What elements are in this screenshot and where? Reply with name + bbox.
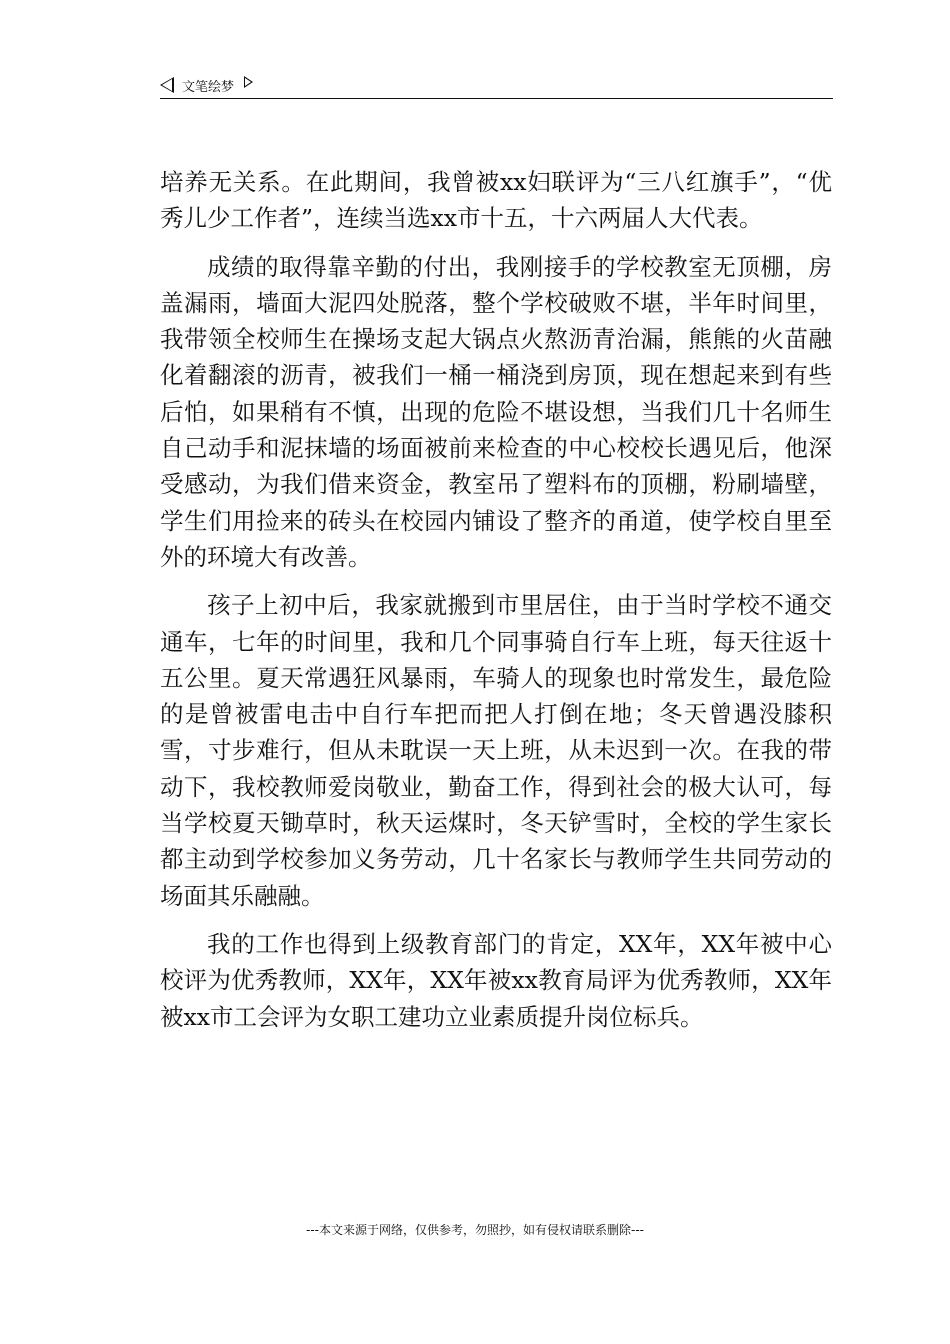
paragraph: 成绩的取得靠辛勤的付出，我刚接手的学校教室无顶棚，房盖漏雨，墙面大泥四处脱落，整个学校破败不堪，半年时间里，我带领全校师生在操场支起大锅点火熬沥青治漏，熊熊的火苗融化着翻滚的沥青，被我们一桶一桶浇到房顶，现在想起来到有些后怕，如果稍有不慎，出现的危险不堪设想，当我们几十名师生自己动手和泥抹墙的场面被前来检查的中心校校长遇见后，他深受感动，为我们借来资金，教室吊了塑料布的顶棚，粉刷墙壁，学生们用捡来的砖头在校园内铺设了整齐的甬道，使学校自里至外的环境大有改善。 <box>160 252 832 571</box>
paragraph: 孩子上初中后，我家就搬到市里居住，由于当时学校不通交通车，七年的时间里，我和几个同事骑自行车上班，每天往返十五公里。夏天常遇狂风暴雨，车骑人的现象也时常发生，最危险的是曾被雷电击中自行车把而把人打倒在地；冬天曾遇没膝积雪，寸步难行，但从未耽误一天上班，从未迟到一次。在我的带动下，我校教师爱岗敬业，勤奋工作，得到社会的极大认可，每当学校夏天锄草时，秋天运煤时，冬天铲雪时，全校的学生家长都主动到学校参加义务劳动，几十名家长与教师学生共同劳动的场面其乐融融。 <box>160 591 832 910</box>
paragraph: 我的工作也得到上级教育部门的肯定，XX年，XX年被中心校评为优秀教师，XX年，XX年被xx教育局评为优秀教师，XX年被xx市工会评为女职工建功立业素质提升岗位标兵。 <box>160 929 832 1031</box>
document-body <box>160 164 832 1047</box>
right-triangle-icon <box>244 76 253 88</box>
left-triangle-icon <box>160 77 174 93</box>
header-rule <box>160 98 833 99</box>
header-title: 文笔绘梦 <box>182 79 235 95</box>
page-header <box>160 74 253 96</box>
footer-notice: ---本文来源于网络，仅供参考，勿照抄，如有侵权请联系删除--- <box>306 1223 644 1237</box>
paragraph-continued: 培养无关系。在此期间，我曾被xx妇联评为“三八红旗手”，“优秀儿少工作者”，连续当选xx市十五，十六两届人大代表。 <box>160 168 832 233</box>
